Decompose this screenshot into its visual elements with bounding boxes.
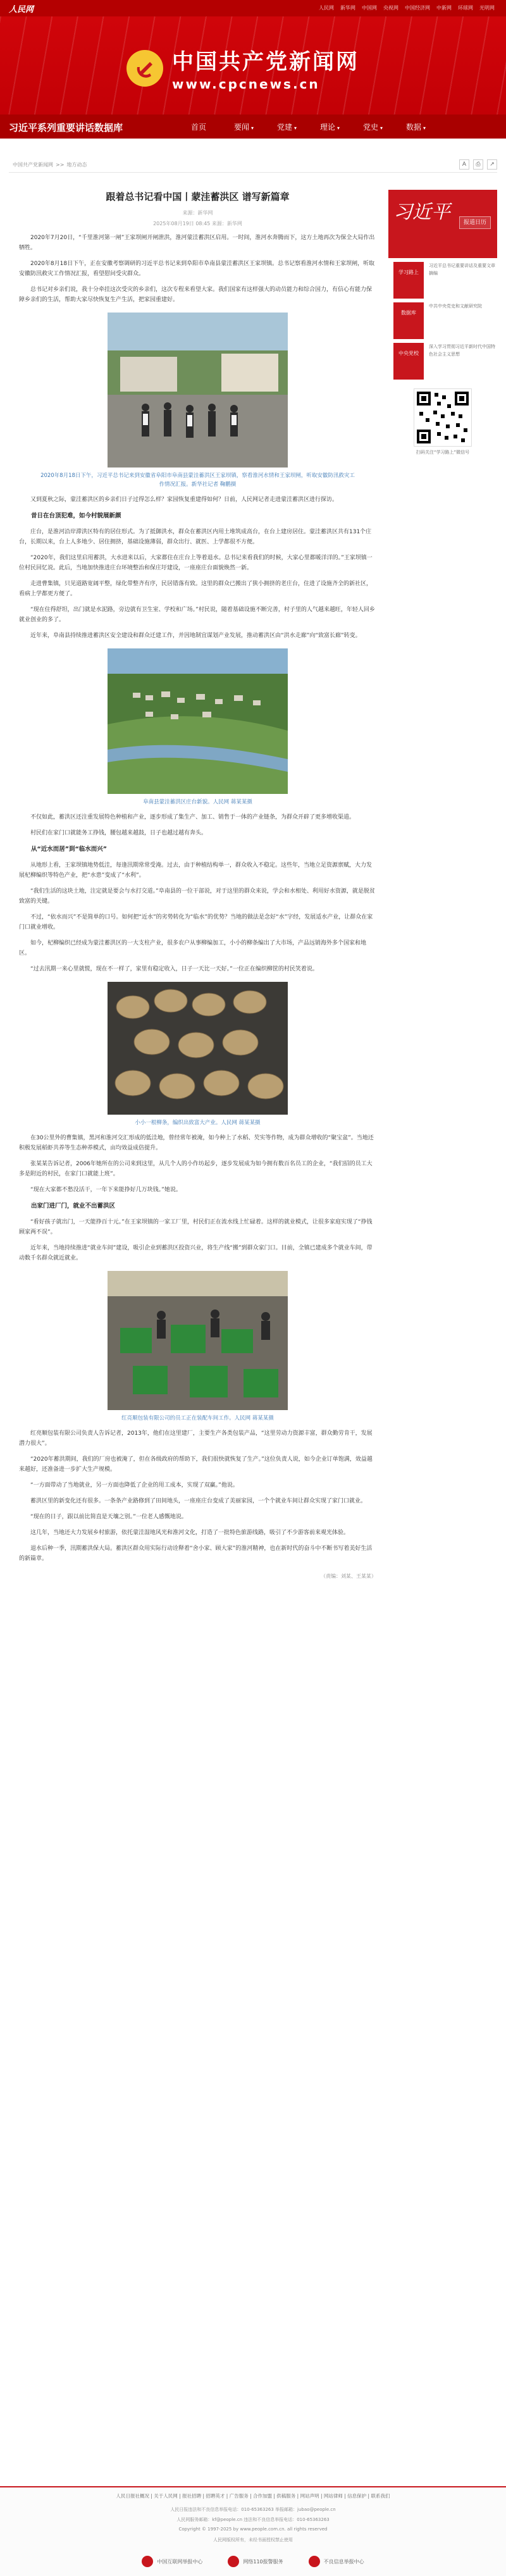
paragraph: 不仅如此，蓄洪区还注重发展特色种植和产业，逐步形成了集生产、加工、销售于一体的产业链条，为群众开辟了更多增收渠道。	[30, 814, 355, 820]
photo-caption: 2020年8月18日下午，习近平总书记来到安徽省阜阳市阜南县蒙洼蓄洪区王家坝镇，察看淮河水情和王家坝闸，听取安徽防汛救灾工作情况汇报。新华社记者 鞠鹏摄	[40, 473, 355, 488]
paragraph: 在30公里外的曹集镇，黑河和淮河交汇形成的低洼地，曾经常年被淹，如今种上了水稻、芡实等作物，成为群众增收的“聚宝盆”。当地还积极发展稻虾共养等生态种养模式，亩均效益成倍提升。	[19, 1135, 374, 1151]
top-links	[319, 4, 495, 11]
share-icon[interactable]: ↗	[487, 159, 497, 170]
sidebar-link[interactable]: 学习路上 习近平总书记重要讲话及重要文章摘编	[388, 262, 497, 299]
paragraph: 蓄洪区里的新变化还有很多。一条条产业路修到了田间地头，一座座庄台变成了美丽家园，一个个就业车间让群众实现了家门口就业。	[30, 1498, 367, 1504]
top-link[interactable]: 中国经济网	[405, 5, 430, 11]
paragraph: 又到夏秋之际，蒙洼蓄洪区的乡亲们日子过得怎么样？家园恢复重建得如何？日前，人民网记者走进蒙洼蓄洪区进行探访。	[30, 497, 338, 503]
article-tools	[459, 159, 497, 170]
nav-item-history[interactable]: 党史 ▾	[363, 123, 383, 132]
breadcrumb-link[interactable]: 地方动态	[66, 162, 87, 168]
footer-badges	[0, 2556, 506, 2567]
paragraph: 2020年7月20日，“千里淮河第一闸”王家坝闸开闸泄洪，淮河蒙洼蓄洪区启用。一时间，淮河水奔腾而下，这方土地再次为保全大局作出牺牲。	[19, 235, 375, 251]
people-logo[interactable]: 人民网	[9, 5, 34, 15]
font-size-icon[interactable]: A	[459, 159, 469, 170]
site-banner	[0, 16, 506, 115]
article-photo	[108, 313, 288, 468]
paragraph: 庄台，是淮河沿岸滞洪区特有的居住形式。为了抵御洪水，群众在蓄洪区内用土堆筑成高台，在台上建房居住。蒙洼蓄洪区共有131个庄台，长期以来，台上人多地少、居住拥挤，基础设施薄弱，群众出行、就医、上学都很不方便。	[19, 529, 372, 545]
nav-item-data[interactable]: 数据 ▾	[406, 123, 426, 132]
paragraph: “2020年，我们这里启用蓄洪，大水进来以后，大家都住在庄台上等着退水。总书记来看我们的时候，大家心里都暖洋洋的。”王家坝镇一位村民回忆说。此后，当地加快推进庄台环境整治和保庄圩建设，一座座庄台面貌焕然一新。	[19, 555, 373, 571]
report-center-icon	[142, 2556, 153, 2567]
chevron-down-icon: ▾	[380, 125, 383, 131]
nav-item-news[interactable]: 要闻 ▾	[234, 123, 254, 132]
footer-links[interactable]: 人民日报社概况 | 关于人民网 | 报社招聘 | 招聘英才 | 广告服务 | 合作加盟 | 供稿服务 | 网站声明 | 网站律师 | 信息保护 | 联系我们	[116, 2493, 390, 2499]
paragraph: “2020年蓄洪期间，我们的厂房也被淹了，但在各级政府的帮助下，我们很快就恢复了生产。”这位负责人说，如今企业订单饱满，效益越来越好，还准备进一步扩大生产规模。	[19, 1456, 373, 1473]
top-link[interactable]: 人民网	[319, 5, 334, 11]
nav-item-party[interactable]: 党建 ▾	[277, 123, 297, 132]
article	[19, 190, 376, 1580]
brand-logo[interactable]	[126, 44, 359, 92]
top-link[interactable]: 光明网	[479, 5, 495, 11]
paragraph: “现在大家都不愁没活干，一年下来能挣好几万块钱。”她说。	[30, 1187, 182, 1193]
footer-line: Copyright © 1997-2025 by www.people.com.cn. all rights reserved	[178, 2527, 328, 2532]
top-link[interactable]: 新华网	[340, 5, 355, 11]
brand-url: www.cpcnews.cn	[172, 77, 320, 92]
footer-badge[interactable]: 不良信息举报中心	[309, 2556, 364, 2567]
chevron-down-icon: ▾	[337, 125, 340, 131]
section-heading: 从“近水而居”到“临水而兴”	[31, 846, 107, 853]
photo-caption: 小小一根柳条，编织出致富大产业。人民网 蒋某某摄	[135, 1120, 261, 1126]
qr-code	[414, 388, 472, 447]
article-photo	[108, 1271, 288, 1410]
nav-item-home[interactable]: 首页	[191, 123, 207, 132]
paragraph: “我们生活的这块土地，注定就是要会与水打交道。”阜南县的一位干部说，对于这里的群众来说，学会和水相处、利用好水资源，就是脱贫致富的关键。	[19, 888, 375, 905]
paragraph: 村民们在家门口就能务工挣钱，腰包越来越鼓，日子也越过越有奔头。	[30, 830, 207, 836]
paragraph: 这几年，当地还大力发展乡村旅游，依托蒙洼湿地风光和淮河文化，打造了一批特色旅游线路，吸引了不少游客前来观光体验。	[30, 1530, 350, 1536]
section-heading: 昔日在台顶犯难，如今村貌展新颜	[31, 512, 121, 519]
top-bar	[0, 0, 506, 16]
main-nav	[0, 115, 506, 139]
article-photo	[108, 982, 288, 1115]
chevron-down-icon: ▾	[294, 125, 297, 131]
nav-section-title[interactable]: 习近平系列重要讲话数据库	[9, 122, 123, 133]
calendar-title: 习近平	[393, 201, 450, 223]
paragraph: “现在住得舒坦，出门就是水泥路，旁边就有卫生室、学校和广场。”村民说，随着基础设施不断完善，村子里的人气越来越旺，年轻人回乡就业创业的多了。	[19, 607, 375, 623]
article-date: 2025年08月19日 08:45 来源：新华网	[153, 221, 242, 226]
photo-caption: 红亮顺包装有限公司的员工正在装配车间工作。人民网 蒋某某摄	[121, 1415, 274, 1421]
paragraph: 不过，“依水而兴”不是简单的口号。如何把“近水”的劣势转化为“临水”的优势？当地的做法是念好“水”字经，发展适水产业，让群众在家门口就业增收。	[19, 914, 373, 931]
chevron-down-icon: ▾	[423, 125, 426, 131]
photo-caption: 阜南县蒙洼蓄洪区庄台新貌。人民网 蒋某某摄	[143, 799, 252, 805]
brand-name: 中国共产党新闻网	[172, 49, 359, 75]
footer	[0, 2486, 506, 2576]
paragraph: 红亮顺包装有限公司负责人告诉记者，2013年，他们在这里建厂，主要生产各类包装产品，“这里劳动力资源丰富，群众勤劳肯干，发展潜力很大”。	[19, 1430, 373, 1447]
paragraph: 张某某告诉记者，2006年她所在的公司来到这里，从几个人的小作坊起步，逐步发展成为如今拥有数百名员工的企业，“我们招的员工大多是附近的村民，在家门口就能上班”。	[19, 1161, 373, 1177]
top-link[interactable]: 中国网	[362, 5, 377, 11]
sidebar	[388, 190, 497, 455]
paragraph: 2020年8月18日下午，正在安徽考察调研的习近平总书记来到阜阳市阜南县蒙洼蓄洪区王家坝镇。总书记察看淮河水情和王家坝闸，听取安徽防汛救灾工作情况汇报，看望慰问受灾群众。	[19, 261, 375, 277]
paragraph: 从地形上看，王家坝镇地势低洼，每逢汛期常常受淹。过去，由于种植结构单一，群众收入不稳定。这些年，当地立足资源禀赋，大力发展杞柳编织等特色产业，把“水患”变成了“水利”。	[19, 862, 373, 879]
report-calendar-banner[interactable]	[388, 190, 497, 258]
print-icon[interactable]: ⎙	[473, 159, 483, 170]
sidebar-link[interactable]: 数据库 中共中央党史和文献研究院	[388, 302, 497, 339]
report-icon	[309, 2556, 320, 2567]
paragraph: “过去汛期一来心里就慌，现在不一样了，家里有稳定收入，日子一天比一天好。”一位正在编织柳筐的村民笑着说。	[30, 966, 318, 972]
top-link[interactable]: 环球网	[458, 5, 473, 11]
footer-line: 人民日报违法和不良信息举报电话：010-65363263 举报邮箱：jubao@people.cn	[170, 2507, 336, 2512]
footer-line: 人民网版权所有，未经书面授权禁止使用	[213, 2537, 293, 2542]
section-heading: 出家门进厂门，就业不出蓄洪区	[31, 1203, 116, 1210]
chevron-down-icon: ▾	[251, 125, 254, 131]
party-emblem-icon	[126, 50, 163, 87]
paragraph: 近年来，当地持续推进“就业车间”建设，吸引企业到蓄洪区投资兴业，将生产线“搬”到群众家门口。目前，全镇已建成多个就业车间，带动数千名群众就近就业。	[19, 1245, 373, 1261]
breadcrumb-link[interactable]: 中国共产党新闻网	[13, 162, 53, 168]
paragraph: 总书记对乡亲们说，我十分牵挂这次受灾的乡亲们，这次专程来看望大家。我们国家有这样强大的动员能力和综合国力，有信心有能力保障乡亲们的生活，帮助大家尽快恢复生产生活，把家园重建好。	[19, 287, 373, 303]
paragraph: 近年来，阜南县持续推进蓄洪区安全建设和群众迁建工作，并因地制宜谋划产业发展，推动蓄洪区由“洪水走廊”向“致富长廊”转变。	[30, 633, 361, 639]
police-icon	[228, 2556, 239, 2567]
article-source: 来源：新华网	[182, 210, 213, 216]
breadcrumb: 中国共产党新闻网 >> 地方动态	[13, 162, 87, 168]
footer-badge[interactable]: 网络110报警服务	[228, 2556, 283, 2567]
sidebar-link[interactable]: 中央党校 深入学习贯彻习近平新时代中国特色社会主义思想	[388, 343, 497, 380]
top-link[interactable]: 央视网	[383, 5, 398, 11]
paragraph: “现在的日子，跟以前比简直是天壤之别。”一位老人感慨地说。	[30, 1514, 187, 1520]
editor-credit: （责编：刘某、王某某）	[321, 1573, 376, 1579]
nav-item-theory[interactable]: 理论 ▾	[320, 123, 340, 132]
top-link[interactable]: 中新网	[436, 5, 452, 11]
article-photo	[108, 648, 288, 794]
footer-badge[interactable]: 中国互联网举报中心	[142, 2556, 202, 2567]
paragraph: “一方面带动了当地就业，另一方面也降低了企业的用工成本，实现了双赢。”他说。	[30, 1482, 238, 1489]
calendar-badge: 报道日历	[459, 216, 491, 229]
paragraph: 走进曹集镇，只见道路宽阔平整，绿化带整齐有序，民居错落有致。这里的群众已搬出了狭小拥挤的老庄台，住进了设施齐全的新社区，看病上学都更方便了。	[19, 581, 373, 597]
qr-caption: 扫码关注“学习路上”微信号	[416, 450, 470, 455]
paragraph: “看好孩子就出门，一天能挣百十元。”在王家坝镇的一家工厂里，村民们正在流水线上忙碌着。这样的就业模式，让很多家庭实现了“挣钱顾家两不误”。	[19, 1219, 373, 1235]
paragraph: 退水后种一季，汛期蓄洪保大局。蓄洪区群众用实际行动诠释着“舍小家、顾大家”的淮河精神，也在新时代的奋斗中不断书写着美好生活的新篇章。	[19, 1545, 373, 1562]
article-title: 跟着总书记看中国丨蒙洼蓄洪区 谱写新篇章	[106, 191, 290, 202]
footer-line: 人民网服务邮箱：kf@people.cn 违法和不良信息举报电话：010-65363263	[176, 2517, 330, 2522]
paragraph: 如今，杞柳编织已经成为蒙洼蓄洪区的一大支柱产业，很多农户从事柳编加工，小小的柳条编出了大市场，产品远销海外多个国家和地区。	[19, 940, 367, 957]
breadcrumb-bar	[9, 159, 497, 173]
